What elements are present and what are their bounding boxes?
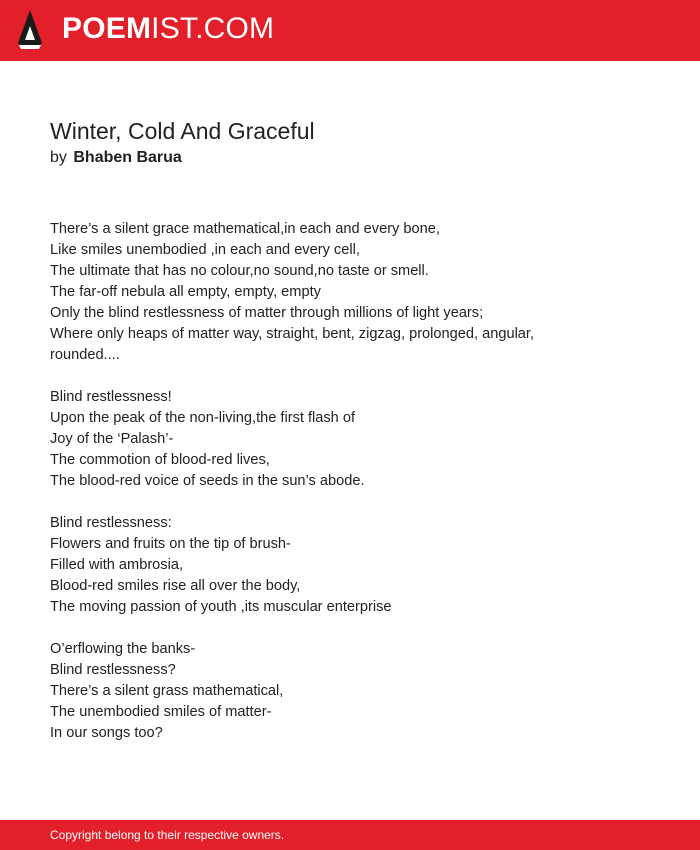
poem-line: The moving passion of youth ,its muscular enterprise xyxy=(50,599,392,615)
poem-line: There’s a silent grass mathematical, xyxy=(50,683,284,699)
poem-line: Upon the peak of the non-living,the first flash of xyxy=(50,410,356,426)
poem-line: O’erflowing the banks- xyxy=(50,641,196,657)
copyright-notice: Copyright belong to their respective owners. xyxy=(50,828,285,842)
poem-body xyxy=(50,219,670,744)
poem-line: Blind restlessness? xyxy=(50,662,176,678)
poem-line: The ultimate that has no colour,no sound,no taste or smell. xyxy=(50,263,429,279)
poem-line: Blind restlessness: xyxy=(50,515,172,531)
poem-line: The far-off nebula all empty, empty, empty xyxy=(50,284,321,300)
stanza-break xyxy=(50,618,670,639)
pen-nib-icon[interactable] xyxy=(18,10,42,51)
poem-line: Filled with ambrosia, xyxy=(50,557,184,573)
site-logo-text[interactable] xyxy=(62,12,274,46)
site-footer xyxy=(0,820,700,850)
brand-name-bold: POEM xyxy=(62,12,152,45)
poem-line: The commotion of blood-red lives, xyxy=(50,452,270,468)
by-label: by xyxy=(50,149,67,166)
poem-line: rounded.... xyxy=(50,347,120,363)
poem-line: In our songs too? xyxy=(50,725,163,741)
poem-line: Blind restlessness! xyxy=(50,389,172,405)
poem-line: Blood-red smiles rise all over the body, xyxy=(50,578,301,594)
poem-line: Only the blind restlessness of matter through millions of light years; xyxy=(50,305,484,321)
poem-line: There’s a silent grace mathematical,in each and every bone, xyxy=(50,221,440,237)
poem-line: Flowers and fruits on the tip of brush- xyxy=(50,536,291,552)
stanza-break xyxy=(50,492,670,513)
stanza-break xyxy=(50,366,670,387)
author-name: Bhaben Barua xyxy=(73,149,182,166)
byline xyxy=(50,149,182,167)
poem-title: Winter, Cold And Graceful xyxy=(50,118,315,144)
poem-line: Like smiles unembodied ,in each and every cell, xyxy=(50,242,360,258)
poem-line: Joy of the ‘Palash’- xyxy=(50,431,174,447)
site-header xyxy=(0,0,700,61)
poem-line: Where only heaps of matter way, straight, bent, zigzag, prolonged, angular, xyxy=(50,326,535,342)
poem-line: The blood-red voice of seeds in the sun’s abode. xyxy=(50,473,365,489)
brand-name-light: IST.COM xyxy=(151,12,275,45)
poem-line: The unembodied smiles of matter- xyxy=(50,704,272,720)
